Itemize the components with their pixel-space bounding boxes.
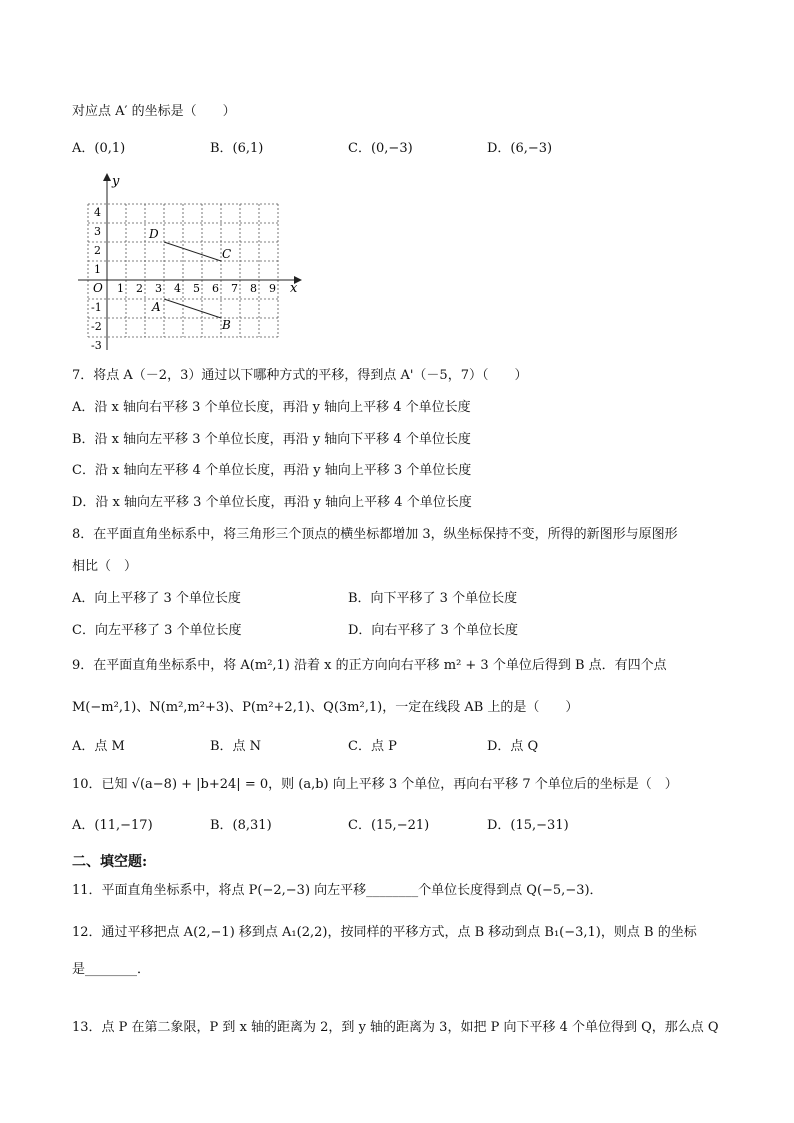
x-tick-4: 4 xyxy=(174,282,181,295)
q9-option-b[interactable]: B．点 N xyxy=(210,739,262,754)
grid-lines xyxy=(88,204,278,337)
x-tick-labels xyxy=(117,282,276,295)
q13-text: 13．点 P 在第二象限，P 到 x 轴的距离为 2，到 y 轴的距离为 3，如把 P 向下平移 4 个单位得到 Q，那么点 Q xyxy=(72,1020,719,1035)
q7-option-d[interactable]: D．沿 x 轴向左平移 3 个单位长度，再沿 y 轴向上平移 4 个单位长度 xyxy=(72,495,472,510)
point-a-label: A xyxy=(152,300,161,314)
q9-option-a[interactable]: A．点 M xyxy=(72,739,125,754)
q8-option-b[interactable]: B．向下平移了 3 个单位长度 xyxy=(348,591,518,606)
x-tick-9: 9 xyxy=(269,282,276,295)
x-tick-7: 7 xyxy=(231,282,238,295)
x-tick-6: 6 xyxy=(212,282,219,295)
x-tick-8: 8 xyxy=(250,282,257,295)
q6-option-c[interactable]: C．(0,−3) xyxy=(348,141,413,156)
q6-stem: 对应点 A′ 的坐标是（ ） xyxy=(72,104,236,119)
y-tick-3: 3 xyxy=(94,225,101,238)
q9-stem-line2: M(−m²,1)、N(m²,m²+3)、P(m²+2,1)、Q(3m²,1)，一定在线段 AB 上的是（ ） xyxy=(72,700,579,715)
point-b-label: B xyxy=(222,318,231,332)
point-c-label: C xyxy=(222,247,232,261)
q9-option-d[interactable]: D．点 Q xyxy=(487,739,539,754)
y-tick-neg3: -3 xyxy=(91,339,102,352)
x-tick-5: 5 xyxy=(193,282,200,295)
origin-label: O xyxy=(93,281,103,295)
segment-ab xyxy=(164,299,221,318)
q10-stem: 10．已知 √(a−8) + |b+24| = 0，则 (a,b) 向上平移 3 个单位，再向右平移 7 个单位后的坐标是（ ） xyxy=(72,777,678,792)
x-axis-label: x xyxy=(290,281,298,296)
q6-option-a[interactable]: A．(0,1) xyxy=(72,141,126,156)
y-axis-label: y xyxy=(112,174,120,189)
y-tick-4: 4 xyxy=(94,206,101,219)
q10-option-b[interactable]: B．(8,31) xyxy=(210,818,272,833)
q7-stem: 7．将点 A（－2，3）通过以下哪种方式的平移，得到点 A'（－5，7）（ ） xyxy=(72,368,528,383)
q10-option-c[interactable]: C．(15,−21) xyxy=(348,818,430,833)
q10-option-a[interactable]: A．(11,−17) xyxy=(72,818,153,833)
q8-option-a[interactable]: A．向上平移了 3 个单位长度 xyxy=(72,591,241,606)
point-d-label: D xyxy=(149,227,159,241)
q12-line1: 12．通过平移把点 A(2,−1) 移到点 A₁(2,2)，按同样的平移方式，点 B 移动到点 B₁(−3,1)，则点 B 的坐标 xyxy=(72,925,697,940)
q8-stem-line1: 8．在平面直角坐标系中，将三角形三个顶点的横坐标都增加 3，纵坐标保持不变，所得的新图形与原图形 xyxy=(72,527,678,542)
segment-dc xyxy=(164,242,221,261)
q6-option-d[interactable]: D．(6,−3) xyxy=(487,141,553,156)
coordinate-grid-figure xyxy=(72,170,312,355)
q8-stem-line2: 相比（ ） xyxy=(72,559,138,574)
q11-text: 11．平面直角坐标系中，将点 P(−2,−3) 向左平移________个单位长度得到点 Q(−5,−3)． xyxy=(72,883,603,898)
q9-option-c[interactable]: C．点 P xyxy=(348,739,397,754)
q12-line2: 是________． xyxy=(72,962,151,977)
y-tick-labels xyxy=(91,206,102,352)
y-tick-1: 1 xyxy=(94,263,101,276)
x-tick-1: 1 xyxy=(117,282,124,295)
y-axis-arrow-icon xyxy=(103,173,111,181)
y-tick-2: 2 xyxy=(94,244,101,257)
y-tick-neg2: -2 xyxy=(91,320,102,333)
q8-option-d[interactable]: D．向右平移了 3 个单位长度 xyxy=(348,623,518,638)
q6-option-b[interactable]: B．(6,1) xyxy=(210,141,264,156)
q10-option-d[interactable]: D．(15,−31) xyxy=(487,818,569,833)
section-heading-fill-blank: 二、填空题: xyxy=(72,854,148,870)
q9-stem-line1: 9．在平面直角坐标系中，将 A(m²,1) 沿着 x 的正方向向右平移 m² + 3 个单位后得到 B 点．有四个点 xyxy=(72,658,667,673)
y-tick-neg1: -1 xyxy=(91,301,102,314)
q7-option-a[interactable]: A．沿 x 轴向右平移 3 个单位长度，再沿 y 轴向上平移 4 个单位长度 xyxy=(72,400,471,415)
x-tick-3: 3 xyxy=(155,282,162,295)
q7-option-b[interactable]: B．沿 x 轴向左平移 3 个单位长度，再沿 y 轴向下平移 4 个单位长度 xyxy=(72,432,471,447)
x-tick-2: 2 xyxy=(136,282,143,295)
q7-option-c[interactable]: C．沿 x 轴向左平移 4 个单位长度，再沿 y 轴向上平移 3 个单位长度 xyxy=(72,463,472,478)
q8-option-c[interactable]: C．向左平移了 3 个单位长度 xyxy=(72,623,242,638)
